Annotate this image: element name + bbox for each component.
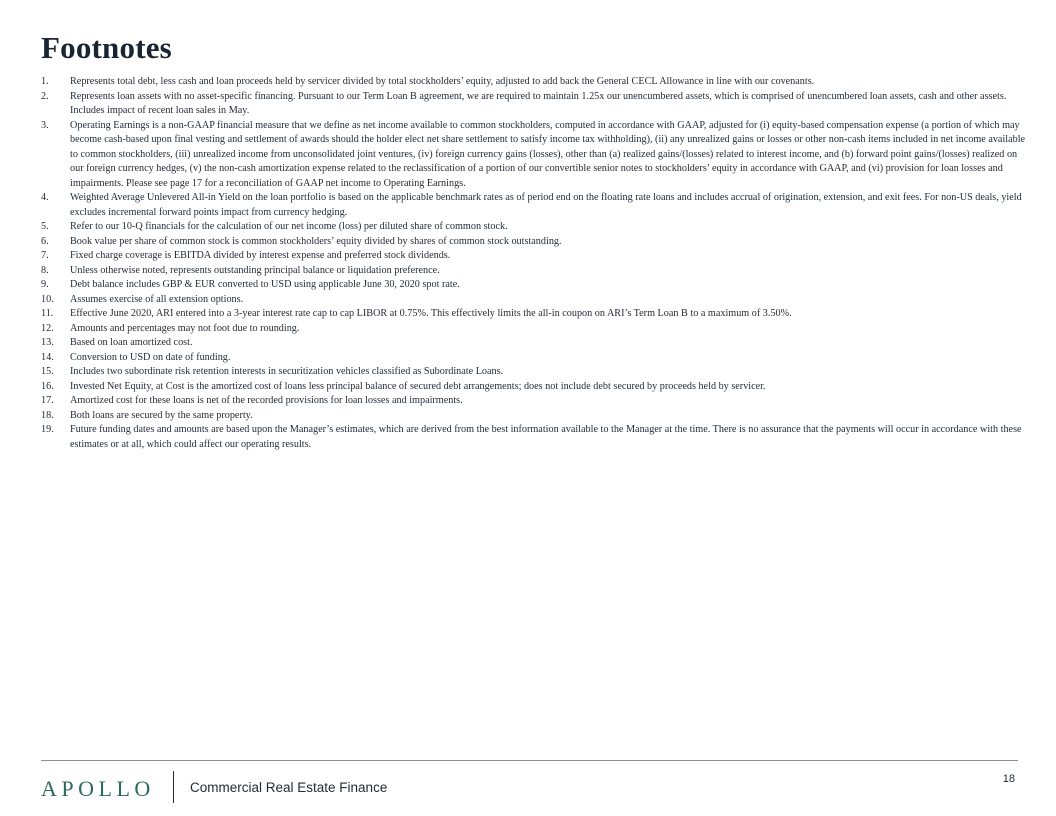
footnote-item (41, 322, 1026, 337)
footnote-item (41, 90, 1026, 119)
footnotes-list (41, 75, 1026, 452)
footnote-number: 19. (41, 424, 54, 435)
footnote-item (41, 249, 1026, 264)
apollo-logo: APOLLO (41, 776, 155, 801)
footer-divider (41, 760, 1018, 761)
footnote-text: Amounts and percentages may not foot due to rounding. (70, 322, 300, 334)
footnote-text: Fixed charge coverage is EBITDA divided by interest expense and preferred stock dividends. (70, 250, 451, 261)
page-title: Footnotes (41, 30, 172, 65)
footnote-number: 7. (41, 250, 49, 261)
footnote-text: Book value per share of common stock is common stockholders’ equity divided by shares of common stock outstanding. (70, 235, 562, 247)
footnote-text: Invested Net Equity, at Cost is the amortized cost of loans less principal balance of secured debt arrangements; does not include debt secured by proceeds held by servicer. (70, 380, 766, 392)
footer-subtitle: Commercial Real Estate Finance (190, 780, 388, 795)
footnote-number: 14. (41, 351, 54, 363)
footnote-number: 6. (41, 235, 49, 247)
footnote-text: Both loans are secured by the same property. (70, 409, 253, 421)
footnote-item (41, 278, 1026, 293)
footnote-number: 12. (41, 322, 54, 334)
footnote-text: Represents loan assets with no asset-specific financing. Pursuant to our Term Loan B agreement, we are required to maintain 1.25x our unencumbered assets, which is comprised of unencumbered loan assets, cash and other assets. Includes impact of recent loan sales in May. (70, 90, 1007, 116)
footnote-number: 3. (41, 119, 49, 131)
footnote-number: 8. (41, 264, 49, 276)
footnote-text: Effective June 2020, ARI entered into a 3-year interest rate cap to cap LIBOR at 0.75%. This effectively limits the all-in coupon on ARI’s Term Loan B to a maximum of 3.50%. (70, 308, 792, 319)
footnote-item (41, 307, 1026, 322)
footnote-number: 9. (41, 279, 49, 290)
footnote-item (41, 394, 1026, 409)
footnote-text: Assumes exercise of all extension options. (70, 293, 244, 305)
footnote-number: 13. (41, 337, 54, 348)
footnote-item (41, 351, 1026, 366)
footnote-item (41, 235, 1026, 250)
footnote-item (41, 336, 1026, 351)
footnote-text: Debt balance includes GBP & EUR converted to USD using applicable June 30, 2020 spot rate. (70, 279, 460, 290)
footnote-number: 15. (41, 366, 54, 377)
footnote-item (41, 365, 1026, 380)
footnote-text: Weighted Average Unlevered All-in Yield on the loan portfolio is based on the applicable benchmark rates as of period end on the floating rate loans and includes accrual of origination, extension, and exit fees. For non-US deals, yield excludes incremental forward points impact from currency hedging. (70, 192, 1022, 218)
page-number: 18 (1002, 773, 1015, 785)
footnote-item (41, 220, 1026, 235)
footnote-number: 17. (41, 395, 54, 406)
footnote-text: Refer to our 10-Q financials for the calculation of our net income (loss) per diluted share of common stock. (70, 221, 508, 232)
footnote-item (41, 264, 1026, 279)
footnote-number: 11. (41, 308, 54, 319)
footnote-number: 18. (41, 409, 54, 421)
footnote-text: Future funding dates and amounts are based upon the Manager’s estimates, which are derived from the best information available to the Manager at the time. There is no assurance that the payments will occur in accordance with these estimates or at all, which could affect our operating results. (70, 424, 1022, 450)
footnote-item (41, 409, 1026, 424)
footnote-number: 1. (41, 76, 49, 87)
footnote-text: Operating Earnings is a non-GAAP financial measure that we define as net income available to common stockholders, computed in accordance with GAAP, adjusted for (i) equity-based compensation expense (a portion of which may become cash-based upon final vesting and settlement of awards should the holder elect net share settlement to satisfy income tax withholding), (ii) any unrealized gains or losses or other non-cash items included in net income available to common stockholders, (iii) unrealized income from unconsolidated joint ventures, (iv) foreign currency gains (losses), other than (a) realized gains/(losses) related to interest income, and (b) forward point gains/(losses) realized on our foreign currency hedges, (v) the non-cash amortization expense related to the reclassification of a portion of our convertible senior notes to stockholders’ equity in accordance with GAAP, and (vi) provision for loan losses and impairments. Please see page 17 for a reconciliation of GAAP net income to Operating Earnings. (70, 119, 1026, 189)
footnote-number: 5. (41, 221, 49, 232)
footnote-text: Represents total debt, less cash and loan proceeds held by servicer divided by total stockholders’ equity, adjusted to add back the General CECL Allowance in line with our covenants. (70, 76, 815, 87)
footnote-text: Based on loan amortized cost. (70, 337, 193, 348)
footnote-item (41, 119, 1026, 192)
footnote-item (41, 191, 1026, 220)
footnote-text: Unless otherwise noted, represents outstanding principal balance or liquidation preference. (70, 264, 440, 276)
footnote-text: Includes two subordinate risk retention interests in securitization vehicles classified as Subordinate Loans. (70, 366, 504, 377)
footnote-item (41, 75, 1026, 90)
footnote-number: 10. (41, 293, 54, 305)
footnote-text: Conversion to USD on date of funding. (70, 351, 231, 363)
footnote-number: 2. (41, 90, 49, 102)
footnote-item (41, 380, 1026, 395)
footnote-item (41, 423, 1026, 452)
footnote-number: 4. (41, 192, 49, 203)
footer-separator (173, 771, 174, 803)
footnote-item (41, 293, 1026, 308)
footnote-text: Amortized cost for these loans is net of the recorded provisions for loan losses and impairments. (70, 395, 463, 406)
footnote-number: 16. (41, 380, 54, 392)
